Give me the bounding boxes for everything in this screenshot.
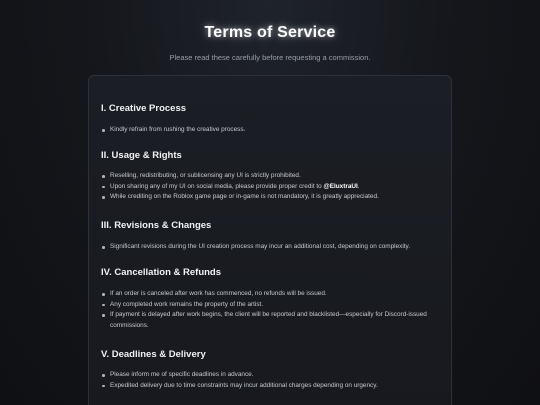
list-item: If payment is delayed after work begins, the client will be reported and blacklisted—especially for Discord-issued commissions. xyxy=(101,310,441,331)
credit-handle: @EluxtraUI xyxy=(323,182,358,190)
section-list xyxy=(101,370,441,391)
list-item-text: Upon sharing any of my UI on social media, please provide proper credit to xyxy=(110,182,324,190)
section-heading: I. Creative Process xyxy=(101,103,187,114)
list-item: Any completed work remains the property of the artist. xyxy=(101,300,441,311)
section-list xyxy=(101,289,441,331)
section-cancellation-refunds xyxy=(101,267,441,331)
list-item: Reselling, redistributing, or sublicensing any UI is strictly prohibited. xyxy=(101,171,441,182)
list-item: Please inform me of specific deadlines in advance. xyxy=(101,370,441,381)
section-usage-rights xyxy=(101,150,441,203)
section-heading: II. Usage & Rights xyxy=(101,150,182,161)
list-item xyxy=(101,182,441,193)
page-subtitle: Please read these carefully before requesting a commission. xyxy=(169,53,371,62)
section-creative-process xyxy=(101,103,441,136)
section-list xyxy=(101,171,441,203)
list-item-suffix: . xyxy=(357,182,360,190)
list-item: Expedited delivery due to time constraints may incur additional charges depending on urgency. xyxy=(101,381,441,392)
list-item: While crediting on the Roblox game page or in-game is not mandatory, it is greatly appreciated. xyxy=(101,192,441,203)
list-item: If an order is canceled after work has commenced, no refunds will be issued. xyxy=(101,289,441,300)
section-heading: IV. Cancellation & Refunds xyxy=(101,267,222,278)
section-revisions-changes xyxy=(101,220,441,253)
section-heading: III. Revisions & Changes xyxy=(101,220,212,231)
terms-card xyxy=(88,75,452,405)
list-item: Significant revisions during the UI creation process may incur an additional cost, depending on complexity. xyxy=(101,242,441,253)
section-heading: V. Deadlines & Delivery xyxy=(101,349,206,360)
page-title: Terms of Service xyxy=(204,24,336,41)
section-deadlines-delivery xyxy=(101,349,441,391)
section-list xyxy=(101,242,441,253)
list-item: Kindly refrain from rushing the creative process. xyxy=(101,125,441,136)
section-list xyxy=(101,125,441,136)
